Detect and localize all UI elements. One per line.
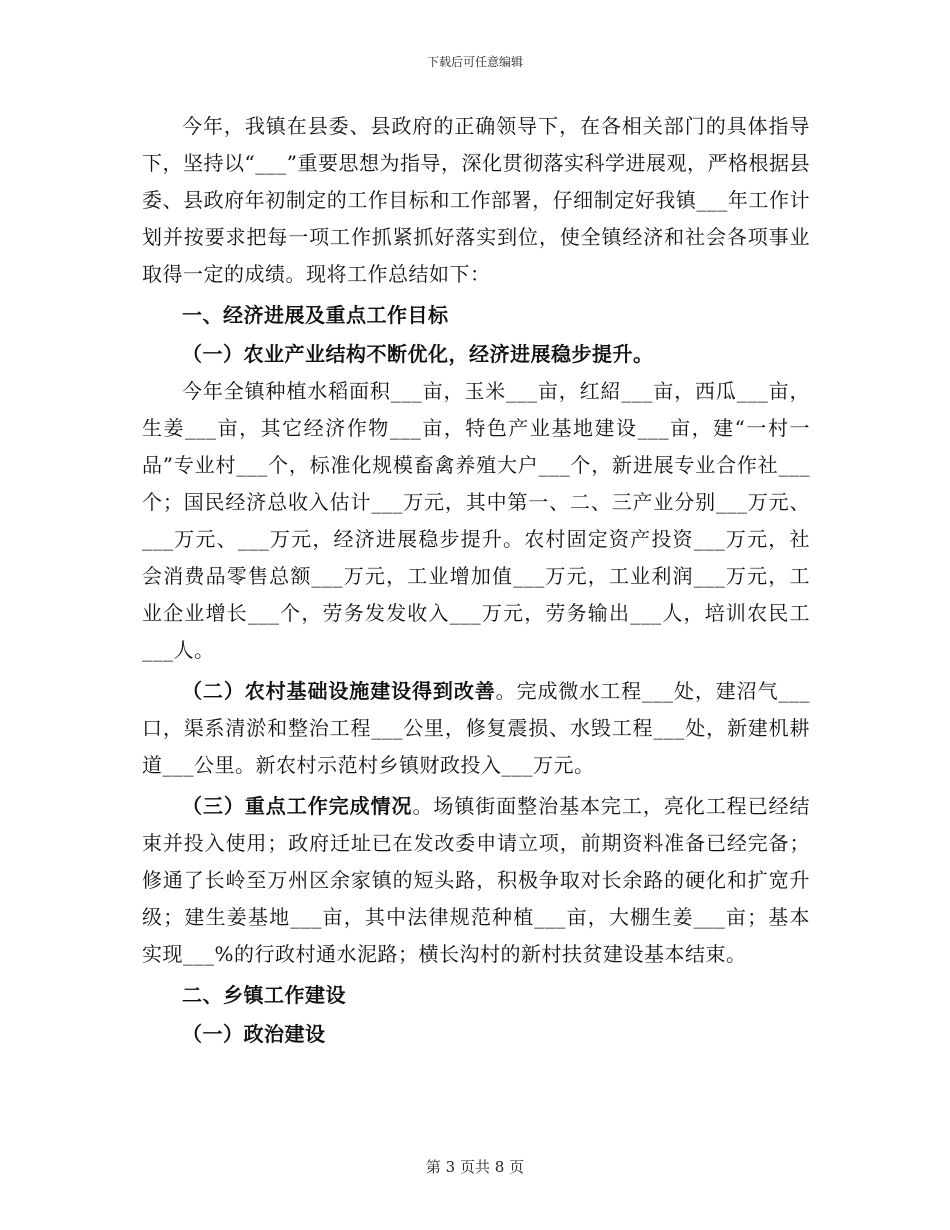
key-work-paragraph: [142, 788, 810, 973]
subsection-heading-2: （一）政治建设: [182, 1022, 326, 1046]
section-heading-2: 二、乡镇工作建设: [182, 983, 346, 1007]
key-work-lead: （三）重点工作完成情况: [182, 794, 413, 818]
infrastructure-lead: （二）农村基础设施建设得到改善: [182, 679, 496, 703]
key-work-body: 。场镇街面整治基本完工，亮化工程已经结束并投入使用；政府迁址已在发改委申请立项，前期资料准备已经完备；修通了长岭至万州区余家镇的短头路，积极争取对长余路的硬化和扩宽升级；建生姜基地___亩，其中法律规范种植___亩，大棚生姜___亩；基本实现___%的行政村通水泥路；横长沟村的新村扶贫建设基本结束。: [142, 794, 811, 966]
subsection-heading-1: （一）农业产业结构不断优化，经济进展稳步提升。: [182, 342, 654, 366]
infrastructure-body: 。完成微水工程___处，建沼气___口，渠系清淤和整治工程___公里，修复震损、水毁工程___处，新建机耕道___公里。新农村示范村乡镇财政投入___万元。: [142, 679, 811, 777]
document-body: [142, 108, 810, 1053]
infrastructure-paragraph: [142, 673, 810, 784]
page-footer: 第 3 页共 8 页: [425, 1158, 525, 1176]
agriculture-paragraph: 今年全镇种植水稻面积___亩，玉米___亩，红紹___亩，西瓜___亩，生姜___亩，其它经济作物___亩，特色产业基地建设___亩，建“一村一品”专业村___个，标准化规模畜禽养殖大户___个，新进展专业合作社___个；国民经济总收入估计___万元，其中第一、二、三产业分别___万元、___万元、___万元，经济进展稳步提升。农村固定资产投资___万元，社会消费品零售总额___万元，工业增加值___万元，工业利润___万元，工业企业增长___个，劳务发发收入___万元，劳务输出___人，培训农民工___人。: [142, 379, 810, 662]
page-header: 下载后可任意编辑: [426, 55, 523, 69]
intro-paragraph: 今年，我镇在县委、县政府的正确领导下，在各相关部门的具体指导下，坚持以“___”重要思想为指导，深化贯彻落实科学进展观，严格根据县委、县政府年初制定的工作目标和工作部署，仔细制定好我镇___年工作计划并按要求把每一项工作抓紧抓好落实到位，使全镇经济和社会各项事业取得一定的成绩。现将工作总结如下：: [142, 114, 810, 286]
section-heading-1: 一、经济进展及重点工作目标: [182, 303, 449, 327]
